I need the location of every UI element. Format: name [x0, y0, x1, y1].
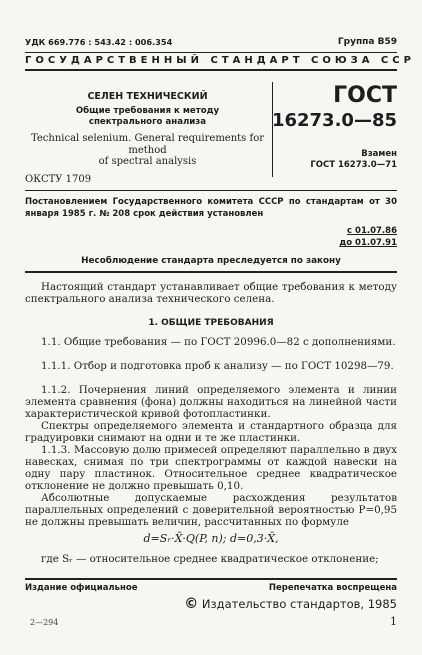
okstu-rule	[25, 190, 397, 191]
decree-text: Постановлением Государственного комитета СССР по стандартам от 30 января 1985 г. № 208 срок действия установлен	[25, 197, 397, 219]
paragraph-1-1-1: 1.1.1. Отбор и подготовка проб к анализу — по ГОСТ 10298—79.	[41, 360, 394, 372]
section-title: 1. ОБЩИЕ ТРЕБОВАНИЯ	[148, 318, 274, 328]
paragraph-where: где Sᵣ — относительное среднее квадратическое отклонение;	[41, 553, 379, 565]
gost-label: ГОСТ	[333, 83, 397, 108]
official-edition: Издание официальное	[25, 583, 138, 593]
subtitle-line-1: Общие требования к методу	[75, 106, 220, 116]
copyright-icon: ©	[184, 596, 199, 612]
footer-rule	[25, 578, 397, 580]
publisher-name: Издательство стандартов, 1985	[201, 597, 397, 611]
replaces-value: ГОСТ 16273.0—71	[310, 160, 397, 170]
paragraph-tolerances: Абсолютные допускаемые расхождения результатов параллельных определений с доверительной вероятностью P=0,95 не должны превышать величин, рассчитанных по формуле	[25, 492, 397, 528]
gost-number: 16273.0—85	[271, 110, 397, 131]
validity-from: с 01.07.86	[347, 226, 397, 236]
paragraph-1-1-2: 1.1.2. Почернения линий определяемого элемента и линии элемента сравнения (фона) должны находиться на линейной части характеристической кривой фотопластинки.	[25, 384, 397, 420]
standard-name-en	[25, 133, 270, 168]
standard-banner: ГОСУДАРСТВЕННЫЙ СТАНДАРТ СОЮЗА ССР	[25, 55, 415, 66]
subtitle-line-2: спектрального анализа	[88, 117, 207, 127]
paragraph-spectra: Спектры определяемого элемента и стандартного образца для градуировки снимают на одни и те же пластинки.	[25, 420, 397, 444]
intro-paragraph: Настоящий стандарт устанавливает общие требования к методу спектрального анализа технического селена.	[25, 281, 397, 305]
replaces-label: Взамен	[361, 149, 397, 159]
paragraph-1-1-3: 1.1.3. Массовую долю примесей определяют параллельно в двух навесках, снимая по три спектрограммы от каждой навески на одну пару пластинок. Относительное среднее квадратическое отклонение не должно превышать 0,10.	[25, 444, 397, 492]
okstu-code: ОКСТУ 1709	[25, 174, 92, 185]
udk-code: УДК 669.776 : 543.42 : 006.354	[25, 37, 173, 47]
print-code: 2—294	[30, 618, 59, 627]
top-rule	[25, 52, 397, 53]
standard-name-ru: СЕЛЕН ТЕХНИЧЕСКИЙ	[87, 91, 208, 102]
banner-rule	[25, 69, 397, 71]
group-code: Группа В59	[337, 37, 397, 47]
name-en-line-1: Technical selenium. General requirements for method	[30, 133, 264, 156]
reprint-prohibited: Перепечатка воспрещена	[268, 583, 397, 593]
warning-rule	[25, 271, 397, 273]
name-en-line-2: of spectral analysis	[98, 156, 197, 167]
validity-to: до 01.07.91	[339, 238, 397, 248]
formula: d=Sᵣ·X̄·Q(P, n); d=0,3·X̄,	[143, 532, 279, 545]
law-warning: Несоблюдение стандарта преследуется по закону	[81, 256, 341, 266]
standard-subtitle-ru	[25, 106, 270, 128]
publisher-line	[184, 596, 397, 612]
page-number: 1	[390, 615, 397, 628]
validity-dates	[339, 225, 397, 249]
paragraph-1-1: 1.1. Общие требования — по ГОСТ 20996.0—82 с дополнениями.	[41, 336, 396, 348]
